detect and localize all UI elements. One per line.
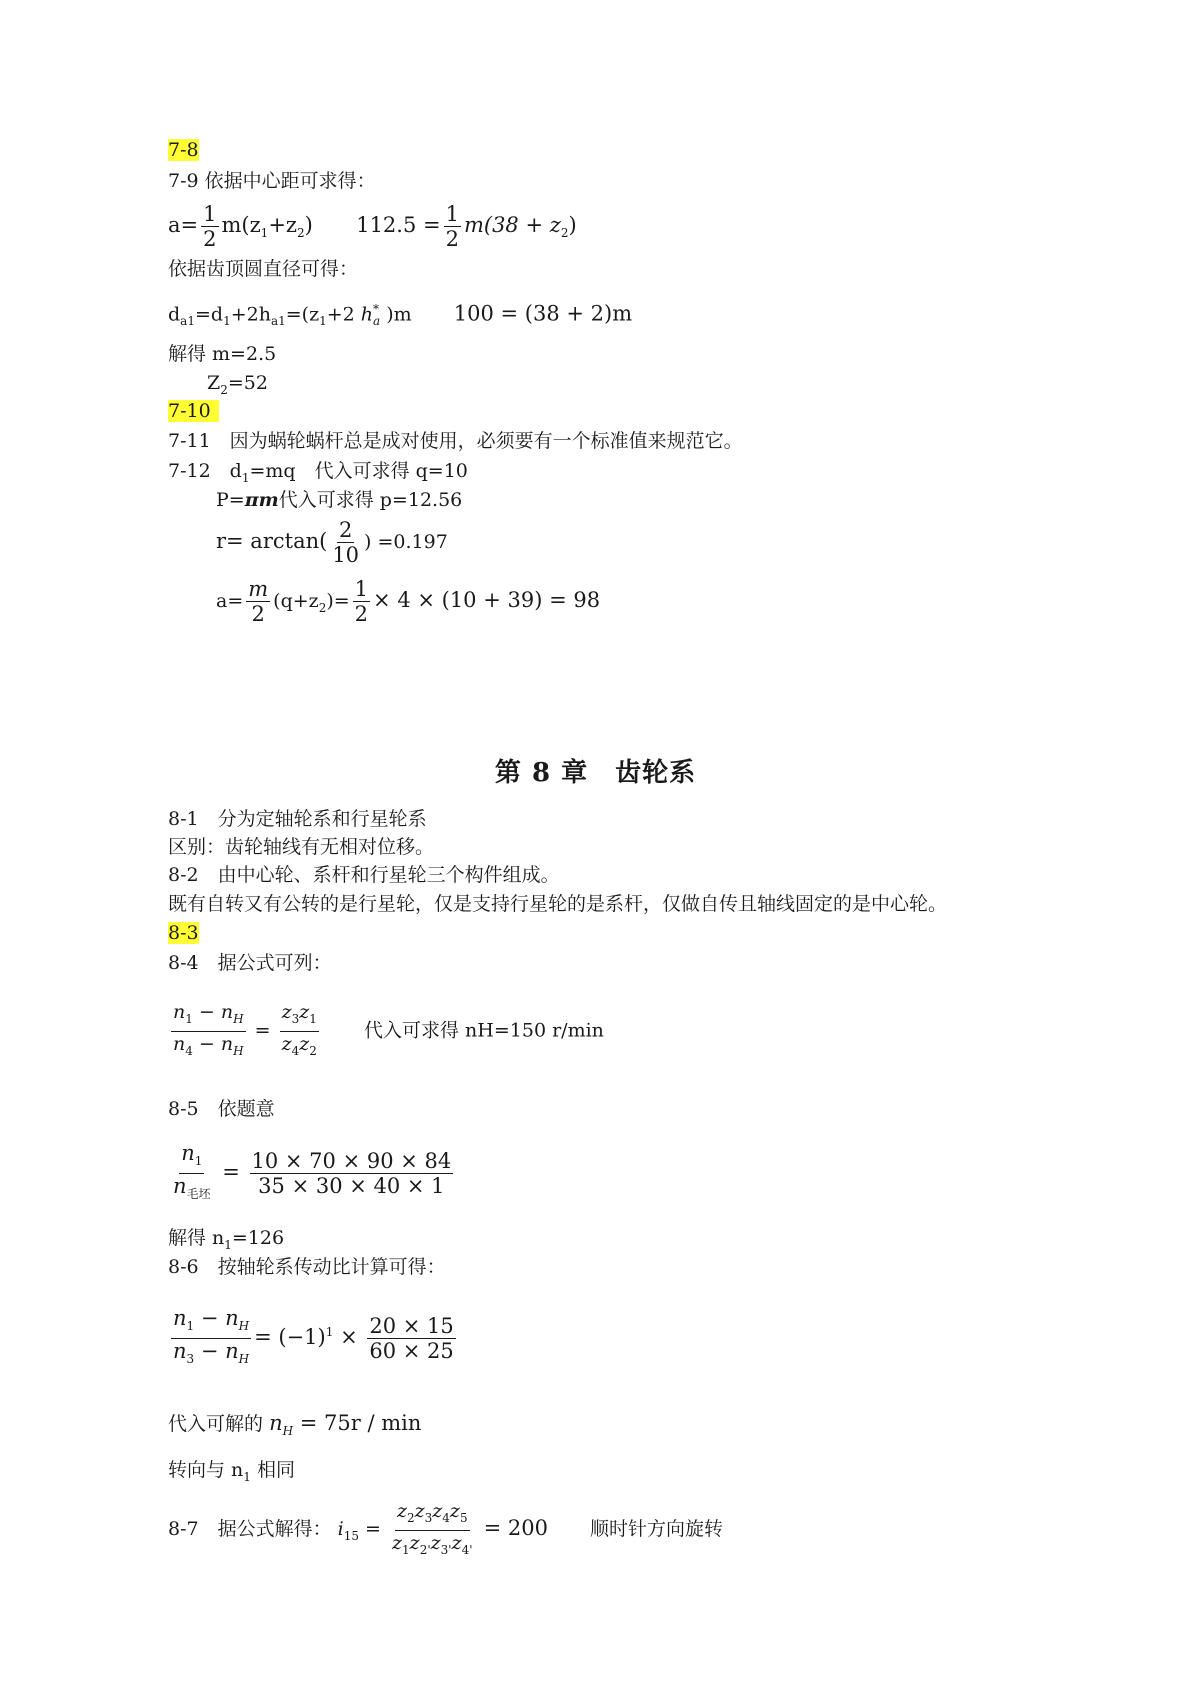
item-7-12-line1: 7-12 $d_1=mq$ 代入可求得 q=10 [168, 460, 468, 485]
fraction-gear-ratio: $\frac{z_2z_3z_4z_5}{z_1z_{2'}z_{3'}z_{4'}}$ [392, 1499, 473, 1557]
item-8-7-intro: 8-7 据公式解得： [168, 1518, 332, 1540]
r-arctan: r= arctan( [216, 529, 328, 553]
highlight-8-3: 8-3 [168, 922, 199, 944]
item-7-10 [168, 398, 219, 424]
item-7-12-line2 [216, 487, 462, 513]
highlight-7-10: 7-10 [168, 400, 219, 422]
formula-close-paren-2: ) [568, 213, 577, 237]
rotation-direction: 顺时针方向旋转 [590, 1518, 724, 1540]
fraction-half-2: $\frac{1}{2}$ [445, 202, 459, 251]
formula-m-38-z: m(38 + z [463, 213, 561, 237]
chapter-title: 第 8 章 齿轮系 [494, 758, 697, 788]
fraction-20x15-60x25: $\frac{20 \times 15}{60 \times 25}$ [369, 1314, 454, 1363]
a-result: × 4 × (10 + 39) = 98 [373, 588, 601, 612]
fraction-n1-nh-n4-nh: $\frac{n_1 - n_H}{n_4 - n_H}$ [173, 1001, 244, 1058]
item-7-9-solve-m: 解得 m=2.5 [168, 343, 277, 365]
formula-8-5: $\frac{n_1}{n_{毛坯}}$ = $\frac{10 \times 70 \times 90 \times 84}{35 \times 30 \times 40 \times 1}$ [168, 1140, 456, 1204]
fraction-n1-nh-n3-nh: $\frac{n_1 - n_H}{n_3 - n_H}$ [173, 1305, 250, 1367]
ratio-200: = 200 [483, 1516, 548, 1540]
item-8-1-difference: 区别：齿轮轴线有无相对位移。 [168, 836, 435, 858]
item-8-2-description: 既有自转又有公转的是行星轮，仅是支持行星轮的是系杆，仅做自传且轴线固定的是中心轮。 [168, 893, 948, 915]
formula-8-7: 8-7 据公式解得： $i_{15}$ = $\frac{z_2z_3z_4z_5}{z_1z_{2'}z_{3'}z_{4'}}$ = 200 顺时针方向旋转 [168, 1496, 723, 1560]
result-nh-150: 代入可求得 nH=150 r/min [364, 1019, 604, 1042]
item-8-6-direction: 转向与 $n_1$ 相同 [168, 1459, 295, 1484]
item-8-4-intro: 8-4 据公式可列： [168, 952, 332, 974]
item-8-2: 8-2 由中心轮、系杆和行星轮三个构件组成。 [168, 864, 560, 886]
formula-7-9-center-distance: a= $\frac{1}{2}$ $m(z_1+z_2) 112.5$ = $\frac{1}{2}$ $m(38 + z_2)$ [168, 202, 577, 251]
formula-a-prefix: a= [168, 213, 199, 237]
formula-7-12-center-distance [216, 572, 600, 628]
item-7-9-intro: 7-9 依据中心距可求得： [168, 170, 376, 192]
a-prefix: a= [216, 590, 244, 612]
p-result: 代入可求得 p=12.56 [278, 489, 463, 511]
formula-8-6: $\frac{n_1 - n_H}{n_3 - n_H}$ = $(-1)^1$ × $\frac{20 \times 15}{60 \times 25}$ [168, 1300, 459, 1364]
highlight-7-8: 7-8 [168, 139, 199, 161]
fraction-m-2: $\frac{m}{2}$ [248, 577, 269, 626]
formula-112-5: 112.5 = [356, 213, 441, 237]
fraction-half-3: $\frac{1}{2}$ [354, 577, 369, 626]
item-8-5-solve: 解得 $n_1=126$ [168, 1227, 285, 1252]
formula-m-z: m(z [221, 213, 261, 237]
formula-close-paren: ) [304, 213, 313, 237]
item-7-9-tip-intro: 依据齿顶圆直径可得： [168, 258, 359, 280]
p-prefix: P= [216, 489, 245, 511]
q-z2: $(q+z_2)=$ [273, 590, 350, 615]
fraction-half: $\frac{1}{2}$ [203, 202, 217, 251]
item-8-3 [168, 920, 199, 946]
formula-100-eq: 100 = (38 + 2)m [453, 301, 633, 326]
fraction-2-10: $\frac{2}{10}$ [332, 518, 360, 567]
pi-m: πm [244, 489, 279, 511]
item-8-6-intro: 8-6 按轴轮系传动比计算可得： [168, 1256, 446, 1278]
formula-8-4: $\frac{n_1 - n_H}{n_4 - n_H}$ = $\frac{z_3z_1}{z_4z_2}$ 代入可求得 nH=150 r/min [168, 1000, 604, 1060]
item-8-1: 8-1 分为定轴轮系和行星轮系 [168, 808, 427, 830]
result-prefix: 代入可解的 [168, 1413, 264, 1435]
item-7-8 [168, 137, 199, 163]
formula-7-9-tip-diameter: $d_{a1}=d_1+2h_{a1}=(z_1+2$ $h^*_a$ )m 100 = (38 + 2)m [168, 301, 633, 329]
result-nh-75: = 75r / min [299, 1411, 422, 1435]
item-8-5-intro: 8-5 依题意 [168, 1098, 275, 1120]
fraction-z3z1-z4z2: $\frac{z_3z_1}{z_4z_2}$ [281, 1001, 317, 1058]
item-7-9-z2: $Z_2=52$ [207, 372, 268, 397]
formula-plus-z: +z [268, 213, 297, 237]
fraction-n1-nblank: $\frac{n_1}{n_{毛坯}}$ [173, 1140, 211, 1202]
fraction-gear-teeth: $\frac{10 \times 70 \times 90 \times 84}{35 \times 30 \times 40 \times 1}$ [251, 1149, 452, 1198]
item-8-6-result: 代入可解的 $n_H = 75r / \min$ [168, 1411, 422, 1439]
item-7-11: 7-11 因为蜗轮蜗杆总是成对使用，必须要有一个标准值来规范它。 [168, 430, 743, 452]
formula-7-12-lead-angle [216, 513, 448, 569]
neg-one-power: = (−1) [254, 1325, 326, 1349]
r-result: ) =0.197 [364, 531, 448, 553]
blank-subscript: 毛坯 [186, 1187, 211, 1202]
